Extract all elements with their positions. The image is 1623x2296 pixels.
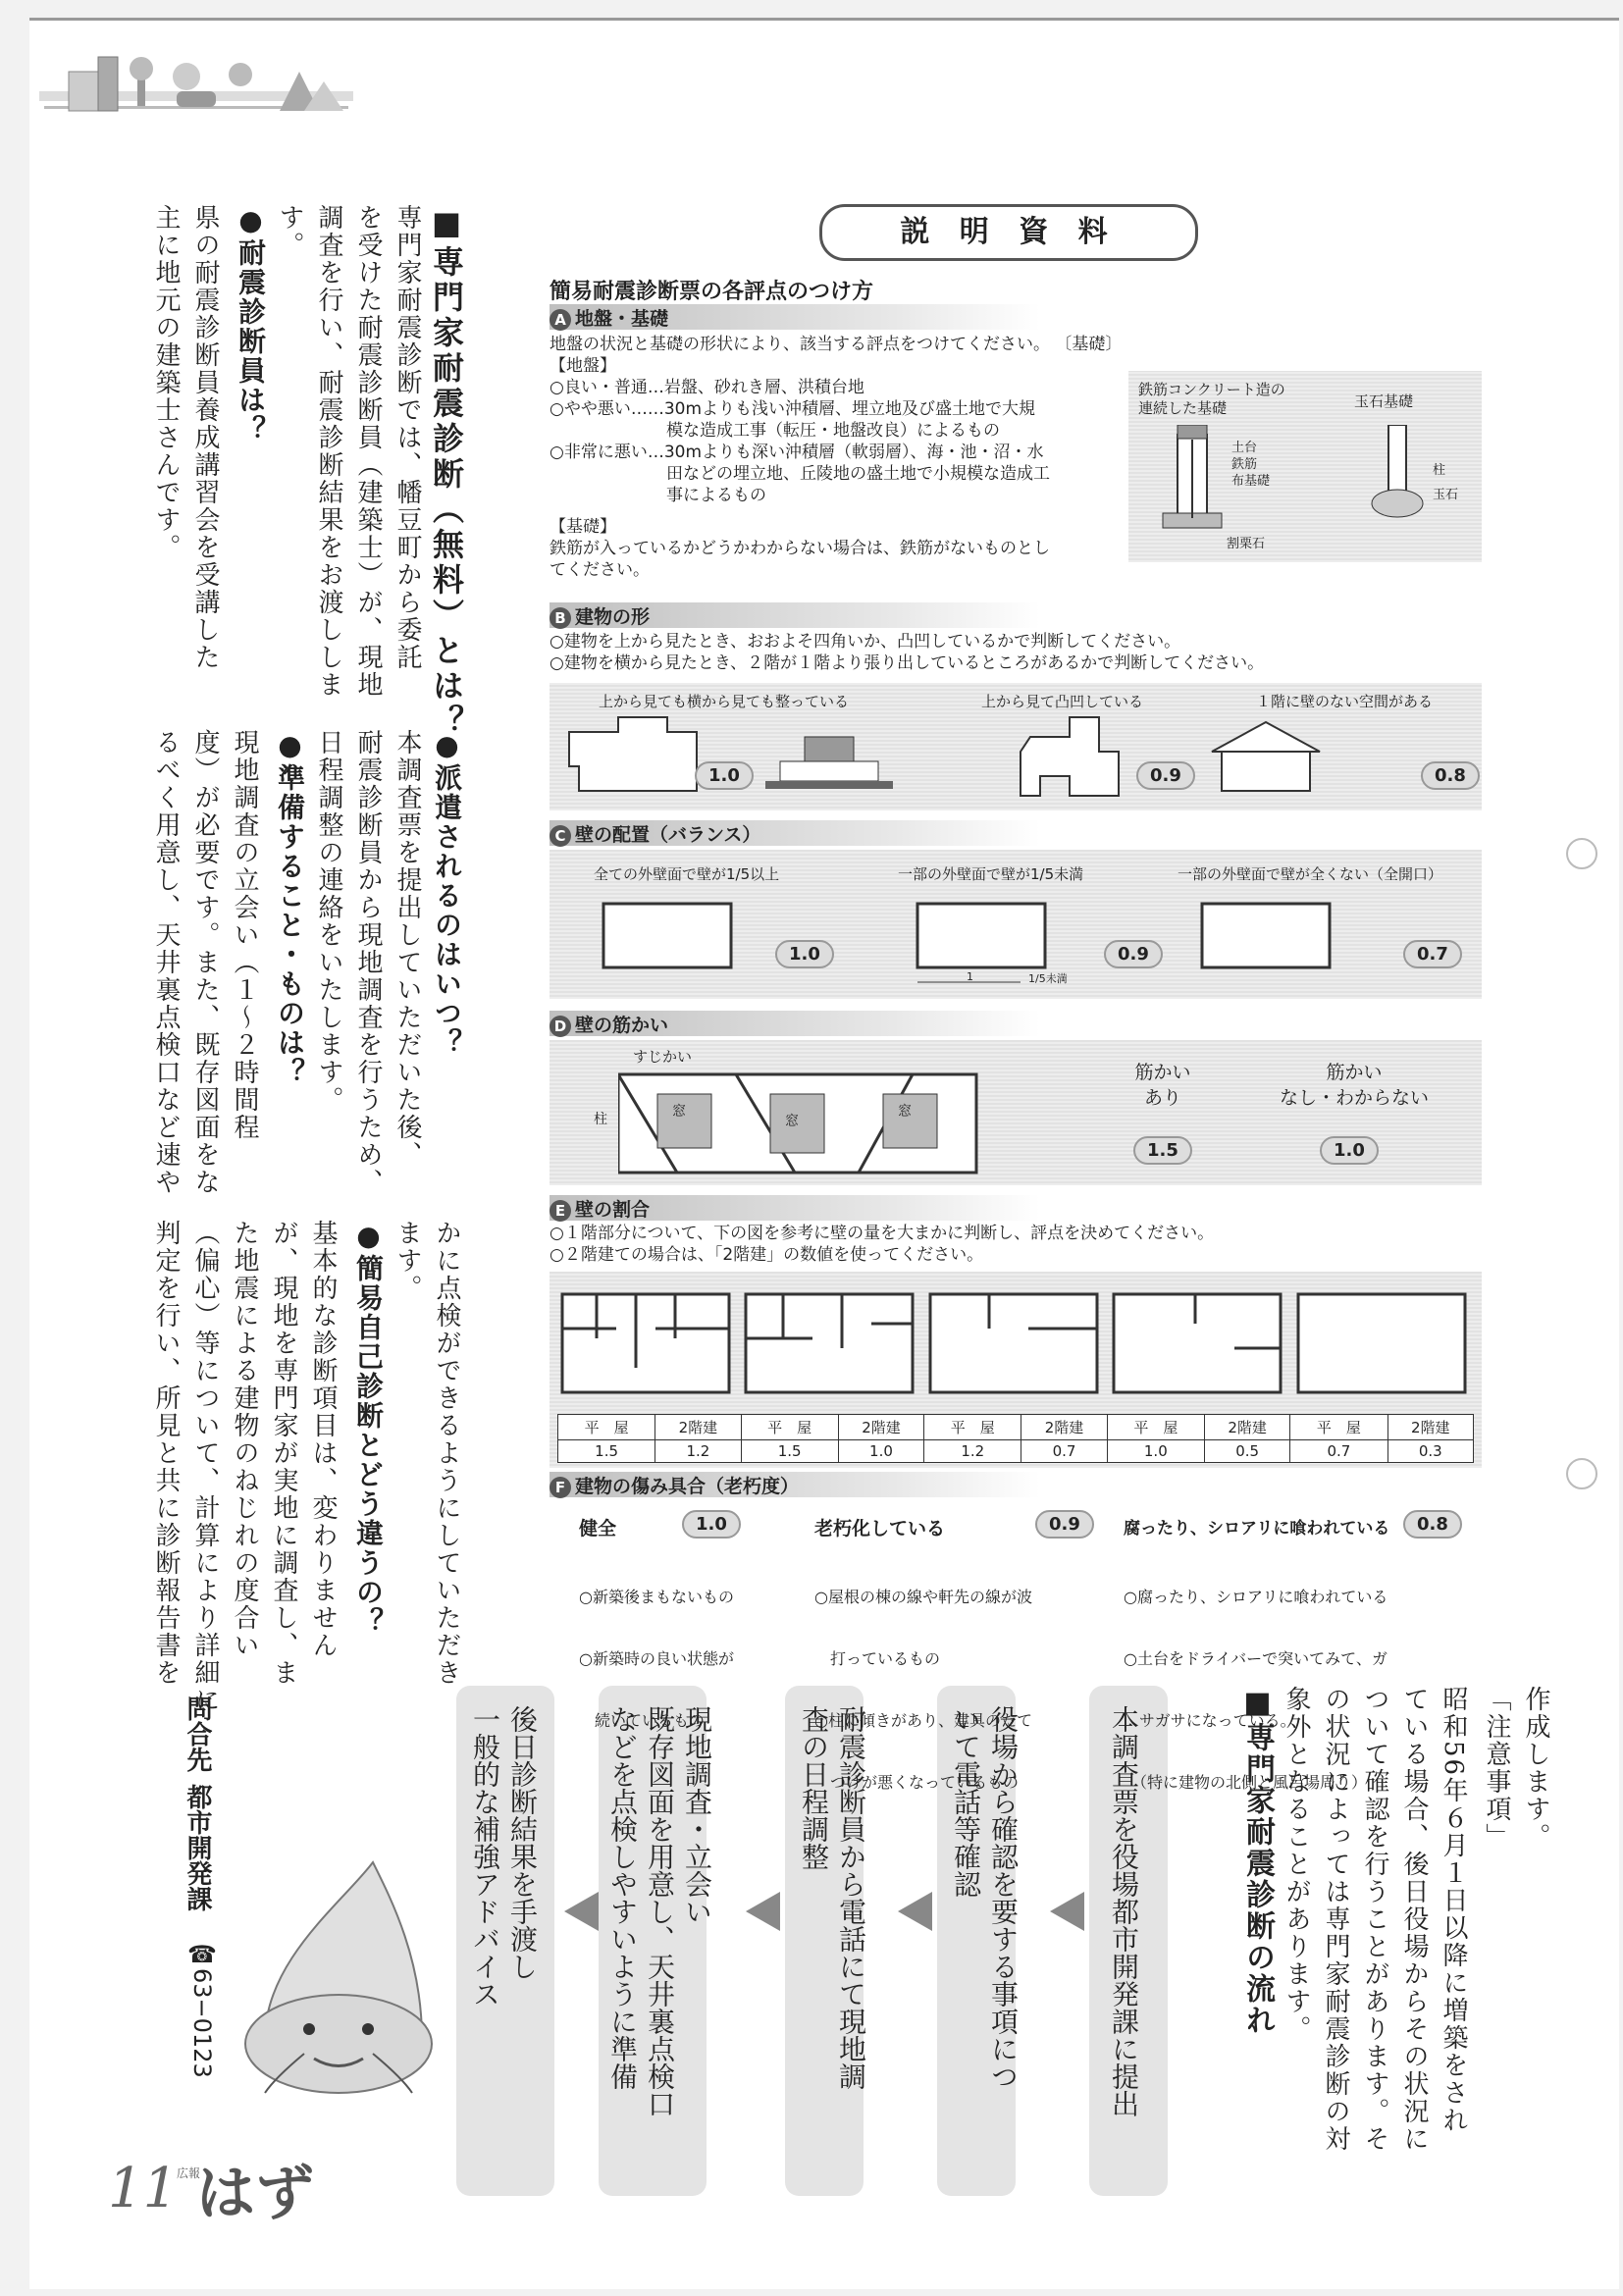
- foundation-line: 鉄筋が入っているかどうかわからない場合は、鉄筋がないものとし: [550, 539, 1050, 558]
- explain-subtitle: 簡易耐震診断票の各評点のつけ方: [550, 280, 874, 304]
- b-score: 1.0: [695, 761, 754, 790]
- b-score: 0.8: [1421, 761, 1480, 790]
- ratio-value: 0.3: [1387, 1440, 1474, 1463]
- q4-line-5: 判定を行い、所見と共に診断報告書を: [151, 1220, 181, 1687]
- part-label: 鉄筋: [1231, 457, 1258, 472]
- magazine-small-label: 広報: [177, 2166, 201, 2180]
- contact-dept: 都市開発課: [183, 1784, 212, 1911]
- ground-line: 模な造成工事（転圧・地盤改良）によるもの: [550, 421, 1000, 441]
- section-f-cases: [579, 1504, 1482, 1792]
- section-a-lead: 地盤の状況と基礎の形状により、該当する評点をつけてください。: [550, 335, 1050, 354]
- flow-arrow-1: [1050, 1892, 1084, 1931]
- ratio-value: 1.2: [924, 1440, 1021, 1463]
- ratio-value: 1.5: [741, 1440, 838, 1463]
- ratio-value: 1.0: [838, 1440, 923, 1463]
- magazine-name: はず: [196, 2160, 314, 2228]
- intro-line-1: 専門家耐震診断では、幡豆町から委託: [393, 204, 422, 671]
- f-note: つけが悪くなっているもの: [814, 1773, 1020, 1792]
- f-note: サガサになっている。: [1124, 1711, 1296, 1730]
- section-b-line: ○建物を上から見たとき、おおよそ四角いか、凸凹しているかで判断してください。: [550, 632, 1181, 652]
- f-note: ○腐ったり、シロアリに喰われている: [1124, 1588, 1388, 1606]
- punch-hole-upper: [1566, 838, 1597, 869]
- q3-q4-section: [146, 1220, 466, 1714]
- q2-q3-section: [146, 729, 466, 1196]
- b-case-label: １階に壁のない空間がある: [1256, 693, 1434, 710]
- floor-plan-sketches: [557, 1279, 1475, 1405]
- section-f-title: 建物の傷み具合（老朽度）: [575, 1476, 800, 1497]
- f-note: ○柱に傾きがあり、建具のたて: [814, 1711, 1032, 1730]
- section-b-title: 建物の形: [575, 606, 651, 628]
- ratio-header: 平 屋: [924, 1415, 1021, 1440]
- flow-step-5-text: 後日診断結果を手渡し 一般的な補強アドバイス: [469, 1705, 539, 2008]
- c-score: 0.7: [1403, 940, 1462, 968]
- section-d-title: 壁の筋かい: [575, 1015, 669, 1036]
- ground-label: 【地盤】: [550, 356, 616, 376]
- ground-line: 田などの埋立地、丘陵地の盛土地で小規模な造成工: [550, 464, 1050, 484]
- q3-heading: ●準備すること・ものは？: [274, 729, 306, 1087]
- ratio-value: 0.5: [1204, 1440, 1289, 1463]
- f-note: ○屋根の棟の線や軒先の線が波: [814, 1588, 1032, 1606]
- part-label: 土台: [1231, 441, 1258, 455]
- foundation-label: 【基礎】: [550, 517, 616, 537]
- catfish-mascot-illustration: [226, 1843, 451, 2098]
- ratio-header: 2階建: [838, 1415, 923, 1440]
- ratio-header: 2階建: [655, 1415, 741, 1440]
- header-illustration: [39, 37, 353, 135]
- intro-line-3: 調査を行い、耐震診断結果をお渡ししま: [314, 204, 343, 699]
- post-label: 柱: [594, 1112, 607, 1127]
- q4-line-4: （偏心）等について、計算により詳細に: [190, 1220, 220, 1714]
- q4-line-1: 基本的な診断項目は、変わりません: [308, 1220, 338, 1659]
- q3-line-1: 現地調査の立会い（１～２時間程: [230, 729, 259, 1141]
- note-line-1: 昭和56年６月１日以降に増築をされ: [1439, 1686, 1468, 2135]
- c-case-label: 全ての外壁面で壁が1/5以上: [594, 865, 780, 883]
- section-d-panel: [550, 1040, 1482, 1185]
- page-number: 11: [108, 2157, 179, 2220]
- f-note: 打っているもの: [814, 1649, 941, 1668]
- page: [29, 18, 1619, 2289]
- q2-line-1: 本調査票を提出していただいた後、: [393, 729, 422, 1169]
- contact-label: 問合先: [183, 1696, 212, 1772]
- window-label: 窓: [672, 1104, 686, 1120]
- header-rule: [29, 18, 1619, 21]
- intro-line-4: す。: [275, 204, 304, 259]
- note-line-2: ている場合、後日役場からその状況に: [1399, 1686, 1429, 2153]
- f-note: 続いているもの: [579, 1711, 706, 1730]
- f-note: ○新築時の良い状態が: [579, 1649, 734, 1668]
- q1-heading: ●耐震診断員は？: [235, 204, 267, 444]
- section-c-panel: [550, 850, 1482, 999]
- section-b-line: ○建物を横から見たとき、２階が１階より張り出しているところがあるかで判断してください。: [550, 653, 1265, 673]
- section-a-title: 地盤・基礎: [575, 308, 669, 330]
- ratio-value: 0.7: [1021, 1440, 1107, 1463]
- b-case-label: 上から見て凸凹している: [981, 693, 1144, 710]
- ratio-value: 1.2: [655, 1440, 741, 1463]
- f-score: 1.0: [682, 1510, 741, 1539]
- c-score: 1.0: [775, 940, 834, 968]
- part-label: 玉石: [1433, 488, 1459, 502]
- d-score: 1.5: [1133, 1136, 1192, 1165]
- d-score: 1.0: [1320, 1136, 1379, 1165]
- ratio-header: 2階建: [1021, 1415, 1107, 1440]
- q1-line-1: 県の耐震診断員養成講習会を受講した: [190, 204, 220, 671]
- f-case-label: 老朽化している: [814, 1518, 946, 1539]
- q2-line-3: 日程調整の連絡をいたします。: [314, 729, 343, 1114]
- section-e-line: ○２階建ての場合は、「2階建」の数値を使ってください。: [550, 1245, 984, 1265]
- f-case-label: 腐ったり、シロアリに喰われている: [1124, 1519, 1390, 1539]
- brace-wall-sketch: [618, 1070, 991, 1177]
- ratio-header: 平 屋: [558, 1415, 655, 1440]
- section-a-badge: A: [550, 309, 571, 331]
- section-c-badge: C: [550, 825, 571, 847]
- section-f-badge: F: [550, 1477, 571, 1498]
- punch-hole-lower: [1566, 1458, 1597, 1489]
- q1-line-2: 主に地元の建築士さんです。: [151, 204, 181, 561]
- section-b-panel: [550, 683, 1482, 810]
- d-case-label: 筋かい なし・わからない: [1279, 1062, 1429, 1109]
- flow-arrow-2: [898, 1892, 932, 1931]
- section-b-header: [550, 602, 1040, 628]
- ground-line: ○良い・普通…岩盤、砂れき層、洪積台地: [550, 378, 864, 397]
- section-e-line: ○１階部分について、下の図を参考に壁の量を大まかに判断し、評点を決めてください。: [550, 1224, 1215, 1243]
- flow-step-2-text: 役場から確認を要する事項につ いて電話等確認: [950, 1705, 1020, 2090]
- section-e-header: [550, 1195, 1040, 1221]
- flow-arrow-4: [564, 1892, 599, 1931]
- part-label: 割栗石: [1227, 537, 1266, 551]
- part-label: 柱: [1433, 463, 1446, 478]
- ratio-value: 1.5: [558, 1440, 655, 1463]
- section-a-lead-tag: 〔基礎〕: [1055, 335, 1123, 354]
- f-score: 0.9: [1035, 1510, 1094, 1539]
- intro-section: [146, 204, 466, 740]
- ground-line: ○やや悪い……30mよりも浅い沖積層、埋立地及び盛土地で大規: [550, 399, 1036, 419]
- wall-ratio-table: [557, 1414, 1474, 1463]
- q3-line-3: るべく用意し、天井裏点検口など速や: [151, 729, 181, 1196]
- foundation-line: てください。: [550, 560, 650, 580]
- c-dim-fifth: 1/5未満: [1028, 972, 1068, 985]
- section-e-badge: E: [550, 1200, 571, 1222]
- q2-heading: ●派遣されるのはいつ？: [431, 729, 463, 1058]
- f-case-label: 健全: [579, 1518, 617, 1539]
- wall-balance-sketches: [550, 889, 1482, 997]
- building-shape-sketches: [559, 712, 1472, 806]
- section-f-header: [550, 1472, 1040, 1497]
- q2-line-2: 耐震診断員から現地調査を行うため、: [353, 729, 383, 1196]
- note-label: 「注意事項」: [1482, 1686, 1511, 1851]
- flow-arrows: [540, 1882, 1128, 1941]
- c-case-label: 一部の外壁面で壁が全くない（全開口）: [1178, 865, 1443, 883]
- q3-line-2: 度）が必要です。また、既存図面をな: [190, 729, 220, 1196]
- section-a-header: [550, 304, 1040, 330]
- ratio-header: 平 屋: [741, 1415, 838, 1440]
- diagram-right-title: 玉石基礎: [1354, 392, 1414, 410]
- explain-banner: 説 明 資 料: [819, 204, 1198, 261]
- ratio-header: 平 屋: [1107, 1415, 1204, 1440]
- brace-label: すじかい: [633, 1048, 693, 1066]
- intro-line-2: を受けた耐震診断員（建築士）が、現地: [353, 204, 383, 699]
- flow-heading: ■専門家耐震診断の流れ: [1240, 1686, 1275, 2036]
- ratio-header: 2階建: [1387, 1415, 1474, 1440]
- f-note: ○土台をドライバーで突いてみて、ガ: [1124, 1649, 1387, 1668]
- diagram-left-title: 鉄筋コンクリート造の: [1138, 381, 1285, 398]
- note-line-3: ついて確認を行うことがあります。そ: [1360, 1686, 1389, 2153]
- window-label: 窓: [785, 1114, 799, 1129]
- flow-arrow-3: [746, 1892, 780, 1931]
- c-case-label: 一部の外壁面で壁が1/5未満: [898, 865, 1084, 883]
- intro-heading: ■専門家耐震診断（無料）とは？: [428, 204, 465, 740]
- section-b-badge: B: [550, 607, 571, 629]
- ratio-value: 1.0: [1107, 1440, 1204, 1463]
- c-dim-one: 1: [967, 970, 973, 983]
- q4-line-3: た地震による建物のねじれの度合い: [230, 1220, 259, 1659]
- f-score: 0.8: [1403, 1510, 1462, 1539]
- ground-line: ○非常に悪い…30mよりも深い沖積層（軟弱層）、海・池・沼・水: [550, 443, 1044, 462]
- cont-line: 作成します。: [1521, 1686, 1550, 1851]
- section-d-header: [550, 1011, 1040, 1036]
- diagram-left-title: 連続した基礎: [1138, 399, 1228, 417]
- contact-phone: ☎63−0123: [188, 1941, 216, 2078]
- foundation-sketch: [1158, 425, 1472, 557]
- part-label: 布基礎: [1231, 474, 1271, 489]
- f-note: ○新築後まもないもの: [579, 1588, 734, 1606]
- b-case-label: 上から見ても横から見ても整っている: [599, 693, 850, 710]
- foundation-diagram: [1128, 371, 1482, 562]
- c-score: 0.9: [1104, 940, 1163, 968]
- window-label: 窓: [898, 1104, 912, 1120]
- flow-step-3-text: 耐震診断員から電話にて現地調 査の日程調整: [798, 1705, 867, 2090]
- flow-step-1-text: 本調査票を役場都市開発課に提出: [1108, 1705, 1140, 2117]
- d-case-label: 筋かい あり: [1134, 1062, 1191, 1109]
- q4-line-2: が、現地を専門家が実地に調査し、ま: [269, 1220, 298, 1687]
- q3-line-5: ます。: [393, 1220, 422, 1302]
- q3-line-4: かに点検ができるようにしていただき: [432, 1220, 461, 1687]
- ground-line: 事によるもの: [550, 486, 766, 505]
- section-e-title: 壁の割合: [575, 1199, 651, 1221]
- flow-step-4-text: 現地調査・立会い 既存図面を用意し、天井裏点検口 などを点検しやすいように準備: [606, 1705, 713, 2117]
- q4-heading: ●簡易自己診断とどう違うの？: [352, 1220, 385, 1637]
- section-d-badge: D: [550, 1016, 571, 1037]
- section-c-header: [550, 820, 1040, 846]
- note-line-5: 象外となることがあります。: [1282, 1686, 1311, 2043]
- ratio-header: 2階建: [1204, 1415, 1289, 1440]
- section-c-title: 壁の配置（バランス）: [575, 824, 761, 846]
- f-note: （特に建物の北側と風呂場周り）: [1124, 1773, 1368, 1792]
- ratio-value: 0.7: [1290, 1440, 1387, 1463]
- b-score: 0.9: [1136, 761, 1195, 790]
- ratio-header: 平 屋: [1290, 1415, 1387, 1440]
- note-line-4: の状況によっては専門家耐震診断の対: [1321, 1686, 1350, 2153]
- section-e-panel: [550, 1272, 1482, 1468]
